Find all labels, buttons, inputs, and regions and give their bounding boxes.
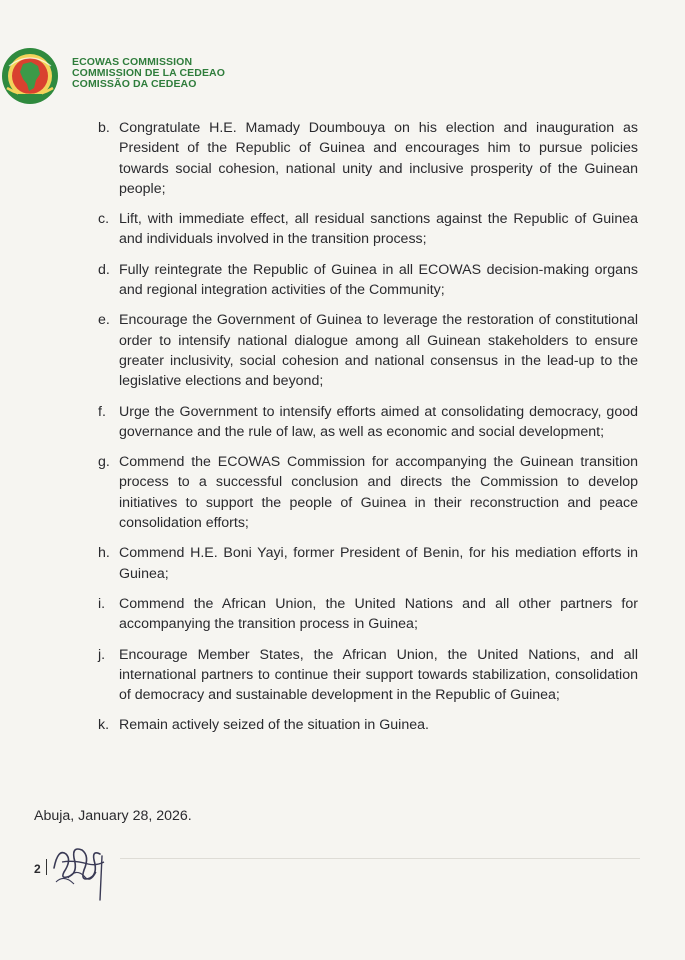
list-item [98,645,638,706]
item-text: Commend the ECOWAS Commission for accompanying the Guinean transition process to a successful conclusion and directs the Commission to develop initiatives to support the people of Guinea in their reconstruction and peace consolidation efforts; [119,454,638,532]
resolution-list [98,118,638,746]
item-text: Encourage the Government of Guinea to leverage the restoration of constitutional order to intensify national dialogue among all Guinean stakeholders to ensure greater inclusivity, social cohesion and national consensus in the lead-up to the legislative elections and beyond; [119,312,638,390]
item-text: Encourage Member States, the African Union, the United Nations, and all international partners to continue their support towards stabilization, consolidation of democracy and sustainable development in the Republic of Guinea; [119,646,638,704]
item-letter: b. [98,120,110,136]
list-item [98,402,638,443]
item-letter: h. [98,545,110,562]
item-text: Congratulate H.E. Mamady Doumbouya on his election and inauguration as President of the Republic of Guinea and encourages him to pursue policies towards social cohesion, national unity and inclusive prosperity of the Guinean people; [119,120,638,197]
item-text: Fully reintegrate the Republic of Guinea in all ECOWAS decision-making organs and regional integration activities of the Community; [119,261,638,299]
footer-divider [120,858,640,859]
item-letter: c. [98,211,110,228]
item-letter: e. [98,312,110,329]
item-letter: j. [98,646,106,663]
list-item [98,715,638,735]
org-name-english: ECOWAS COMMISSION [72,56,193,68]
item-text: Urge the Government to intensify efforts aimed at consolidating democracy, good governance and the rule of law, as well as economic and social development; [119,403,638,440]
page-footer [30,838,630,918]
letterhead [0,40,685,115]
dateline: Abuja, January 28, 2026. [34,808,192,824]
item-letter: i. [98,595,106,612]
item-text: Commend H.E. Boni Yayi, former President of Benin, for his mediation efforts in Guinea; [119,545,638,582]
list-item [98,209,638,250]
list-item [98,310,638,391]
item-letter: g. [98,454,110,471]
page-number: 2 [34,862,41,876]
item-letter: d. [98,261,110,278]
ecowas-seal-icon [1,44,59,108]
organization-names [72,57,225,90]
org-name-french: COMMISSION DE LA CEDEAO [72,67,226,79]
list-item [98,452,638,533]
list-item [98,118,638,199]
item-text: Commend the African Union, the United Nations and all other partners for accompanying the transition process in Guinea; [119,595,638,633]
handwritten-signature-icon [44,838,124,908]
item-text: Lift, with immediate effect, all residual sanctions against the Republic of Guinea and individuals involved in the transition process; [119,211,638,248]
list-item [98,543,638,584]
org-name-portuguese: COMISSÃO DA CEDEAO [72,78,197,90]
item-text: Remain actively seized of the situation in Guinea. [119,717,429,734]
list-item [98,260,638,301]
item-letter: f. [98,403,106,420]
list-item [98,594,638,635]
item-letter: k. [98,717,110,734]
